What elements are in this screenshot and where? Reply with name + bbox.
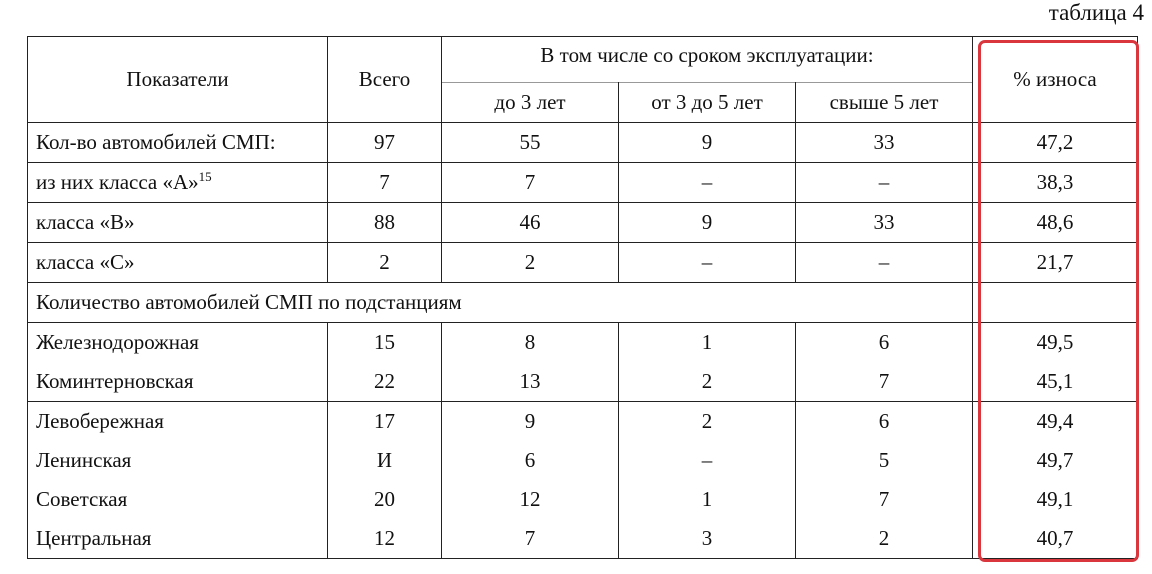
- cell-wear: 40,7: [973, 519, 1138, 559]
- cell-wear: 49,7: [973, 441, 1138, 480]
- col-header-wear: % износа: [973, 37, 1138, 123]
- table-row: [28, 441, 1138, 480]
- cell-wear: 47,2: [973, 123, 1138, 163]
- cell-label: [28, 323, 328, 363]
- table-row: [28, 519, 1138, 559]
- section-title: Количество автомобилей СМП по подстанциям: [28, 283, 973, 323]
- cell-period-2: 9: [619, 123, 796, 163]
- cell-wear: 49,5: [973, 323, 1138, 363]
- row-label: Коминтерновская: [36, 369, 194, 393]
- row-label: Советская: [36, 487, 128, 511]
- cell-period-3: 7: [796, 362, 973, 402]
- cell-period-3: –: [796, 243, 973, 283]
- table-row: [28, 203, 1138, 243]
- row-label: Центральная: [36, 526, 152, 550]
- table-row: [28, 123, 1138, 163]
- cell-period-3: 5: [796, 441, 973, 480]
- row-label: класса «В»: [36, 210, 135, 234]
- cell-period-3: –: [796, 163, 973, 203]
- cell-period-1: 6: [442, 441, 619, 480]
- cell-wear: 49,4: [973, 402, 1138, 442]
- cell-period-1: 7: [442, 163, 619, 203]
- footnote-marker: 15: [198, 169, 212, 184]
- cell-label: [28, 163, 328, 203]
- cell-total: И: [328, 441, 442, 480]
- cell-total: 7: [328, 163, 442, 203]
- cell-label: [28, 123, 328, 163]
- cell-total: 2: [328, 243, 442, 283]
- col-header-period-group: В том числе со сроком эксплуатации:: [442, 37, 973, 83]
- table-row: [28, 323, 1138, 363]
- table-caption: таблица 4: [1048, 0, 1144, 25]
- col-header-period-2: от 3 до 5 лет: [619, 83, 796, 123]
- cell-total: 88: [328, 203, 442, 243]
- cell-period-2: 2: [619, 402, 796, 442]
- row-label: Ленинская: [36, 448, 132, 472]
- cell-label: [28, 480, 328, 519]
- cell-period-3: 33: [796, 203, 973, 243]
- header-row: [28, 37, 1138, 83]
- cell-period-1: 46: [442, 203, 619, 243]
- cell-period-2: 2: [619, 362, 796, 402]
- table-row: [28, 480, 1138, 519]
- cell-total: 97: [328, 123, 442, 163]
- cell-total: 20: [328, 480, 442, 519]
- cell-period-3: 2: [796, 519, 973, 559]
- cell-label: [28, 362, 328, 402]
- row-label: Кол-во автомобилей СМП:: [36, 130, 276, 154]
- cell-label: [28, 402, 328, 442]
- cell-total: 17: [328, 402, 442, 442]
- cell-period-2: –: [619, 243, 796, 283]
- cell-period-3: 6: [796, 323, 973, 363]
- table-row: [28, 402, 1138, 442]
- cell-label: [28, 441, 328, 480]
- table-row: [28, 163, 1138, 203]
- col-header-indicator: Показатели: [28, 37, 328, 123]
- cell-period-1: 13: [442, 362, 619, 402]
- cell-period-3: 7: [796, 480, 973, 519]
- cell-period-1: 12: [442, 480, 619, 519]
- row-label: класса «С»: [36, 250, 135, 274]
- cell-wear: 48,6: [973, 203, 1138, 243]
- row-label: Железнодорожная: [36, 330, 199, 354]
- cell-total: 12: [328, 519, 442, 559]
- cell-wear: 45,1: [973, 362, 1138, 402]
- cell-period-2: –: [619, 163, 796, 203]
- cell-period-2: 1: [619, 480, 796, 519]
- cell-wear: 38,3: [973, 163, 1138, 203]
- section-row: [28, 283, 1138, 323]
- cell-period-3: 33: [796, 123, 973, 163]
- cell-period-2: –: [619, 441, 796, 480]
- cell-label: [28, 203, 328, 243]
- cell-total: 22: [328, 362, 442, 402]
- cell-label: [28, 243, 328, 283]
- cell-period-1: 8: [442, 323, 619, 363]
- table-row: [28, 243, 1138, 283]
- cell-period-1: 2: [442, 243, 619, 283]
- cell-period-3: 6: [796, 402, 973, 442]
- cell-wear: 21,7: [973, 243, 1138, 283]
- col-header-period-3: свыше 5 лет: [796, 83, 973, 123]
- row-label: Левобережная: [36, 409, 164, 433]
- vehicle-table: [27, 36, 1138, 559]
- wear-column-highlight: [978, 40, 1139, 562]
- row-label: из них класса «А»: [36, 170, 199, 194]
- table-row: [28, 362, 1138, 402]
- col-header-period-1: до 3 лет: [442, 83, 619, 123]
- cell-period-1: 9: [442, 402, 619, 442]
- cell-wear: 49,1: [973, 480, 1138, 519]
- cell-label: [28, 519, 328, 559]
- cell-period-2: 3: [619, 519, 796, 559]
- cell-period-1: 55: [442, 123, 619, 163]
- cell-period-2: 9: [619, 203, 796, 243]
- cell-period-2: 1: [619, 323, 796, 363]
- cell-period-1: 7: [442, 519, 619, 559]
- col-header-total: Всего: [328, 37, 442, 123]
- cell-total: 15: [328, 323, 442, 363]
